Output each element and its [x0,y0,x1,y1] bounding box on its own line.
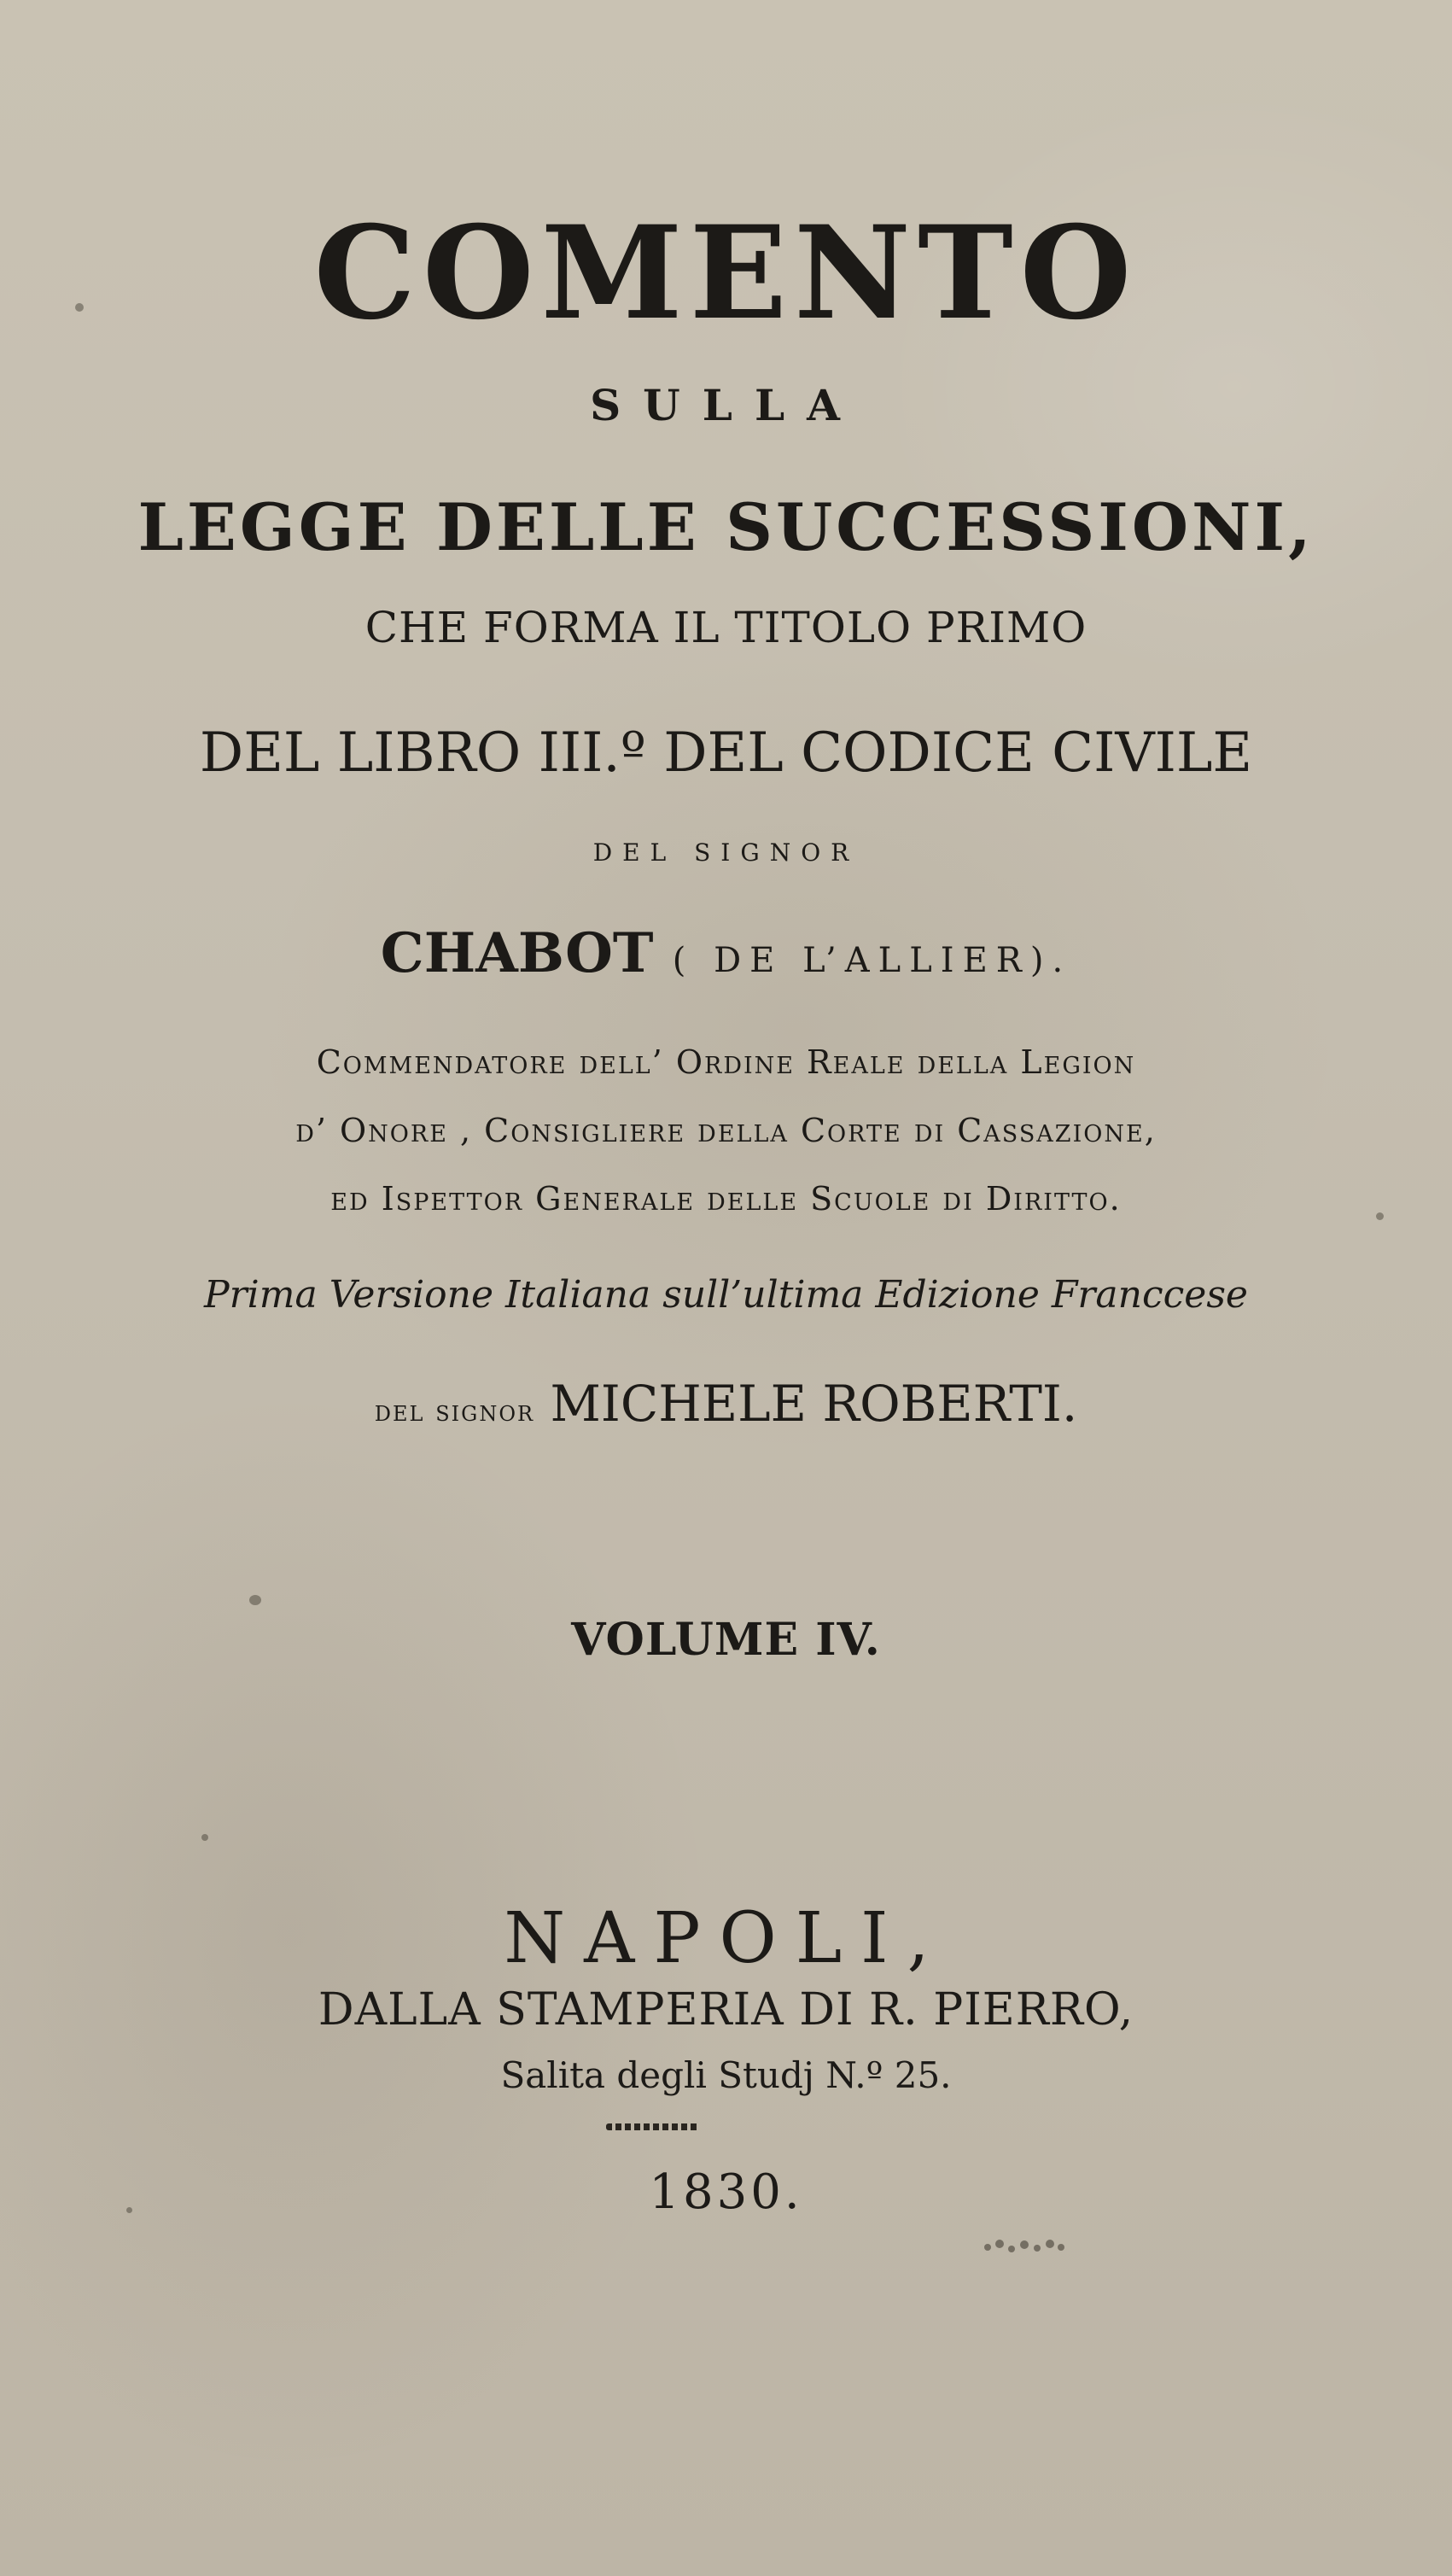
foxing-spot [1376,1212,1384,1220]
translator-name: MICHELE ROBERTI. [550,1375,1078,1433]
imprint-printer: DALLA STAMPERIA DI R. PIERRO, [318,1984,1134,2036]
faded-stamp-mark [977,2228,1071,2263]
imprint-city: NAPOLI, [504,1898,948,1979]
imprint-address: Salita degli Studj N.º 25. [500,2054,952,2096]
translator-prefix: del signor [374,1394,535,1428]
subtitle-line-1: CHE FORMA IL TITOLO PRIMO [364,603,1088,652]
author-name: CHABOT [380,921,654,985]
version-note: Prima Versione Italiana sull’ultima Edizione Franccese [204,1273,1248,1317]
subject-line: LEGGE DELLE SUCCESSIONI, [137,489,1315,565]
author-title-line-1: Commendatore dell’ Ordine Reale della Legion [316,1043,1136,1081]
foxing-spot [126,2207,132,2213]
author-title-line-3: ed Ispettor Generale delle Scuole di Diritto. [330,1180,1122,1218]
imprint-year: 1830. [649,2164,803,2220]
ornamental-rule [606,2123,700,2130]
title-connector: SULLA [590,380,862,430]
author-suffix: ( DE L’ALLIER). [672,941,1072,980]
author-line [0,921,1452,985]
foxing-spot [201,1834,208,1841]
main-title: COMENTO [313,198,1139,348]
author-title-line-2: d’ Onore , Consigliere della Corte di Cassazione, [295,1112,1157,1149]
translator-line [0,1375,1452,1433]
author-intro: DEL SIGNOR [592,838,860,867]
foxing-spot [249,1595,261,1605]
volume-label: VOLUME IV. [571,1614,881,1666]
subtitle-line-2: DEL LIBRO III.º DEL CODICE CIVILE [199,721,1253,785]
foxing-spot [75,303,84,312]
